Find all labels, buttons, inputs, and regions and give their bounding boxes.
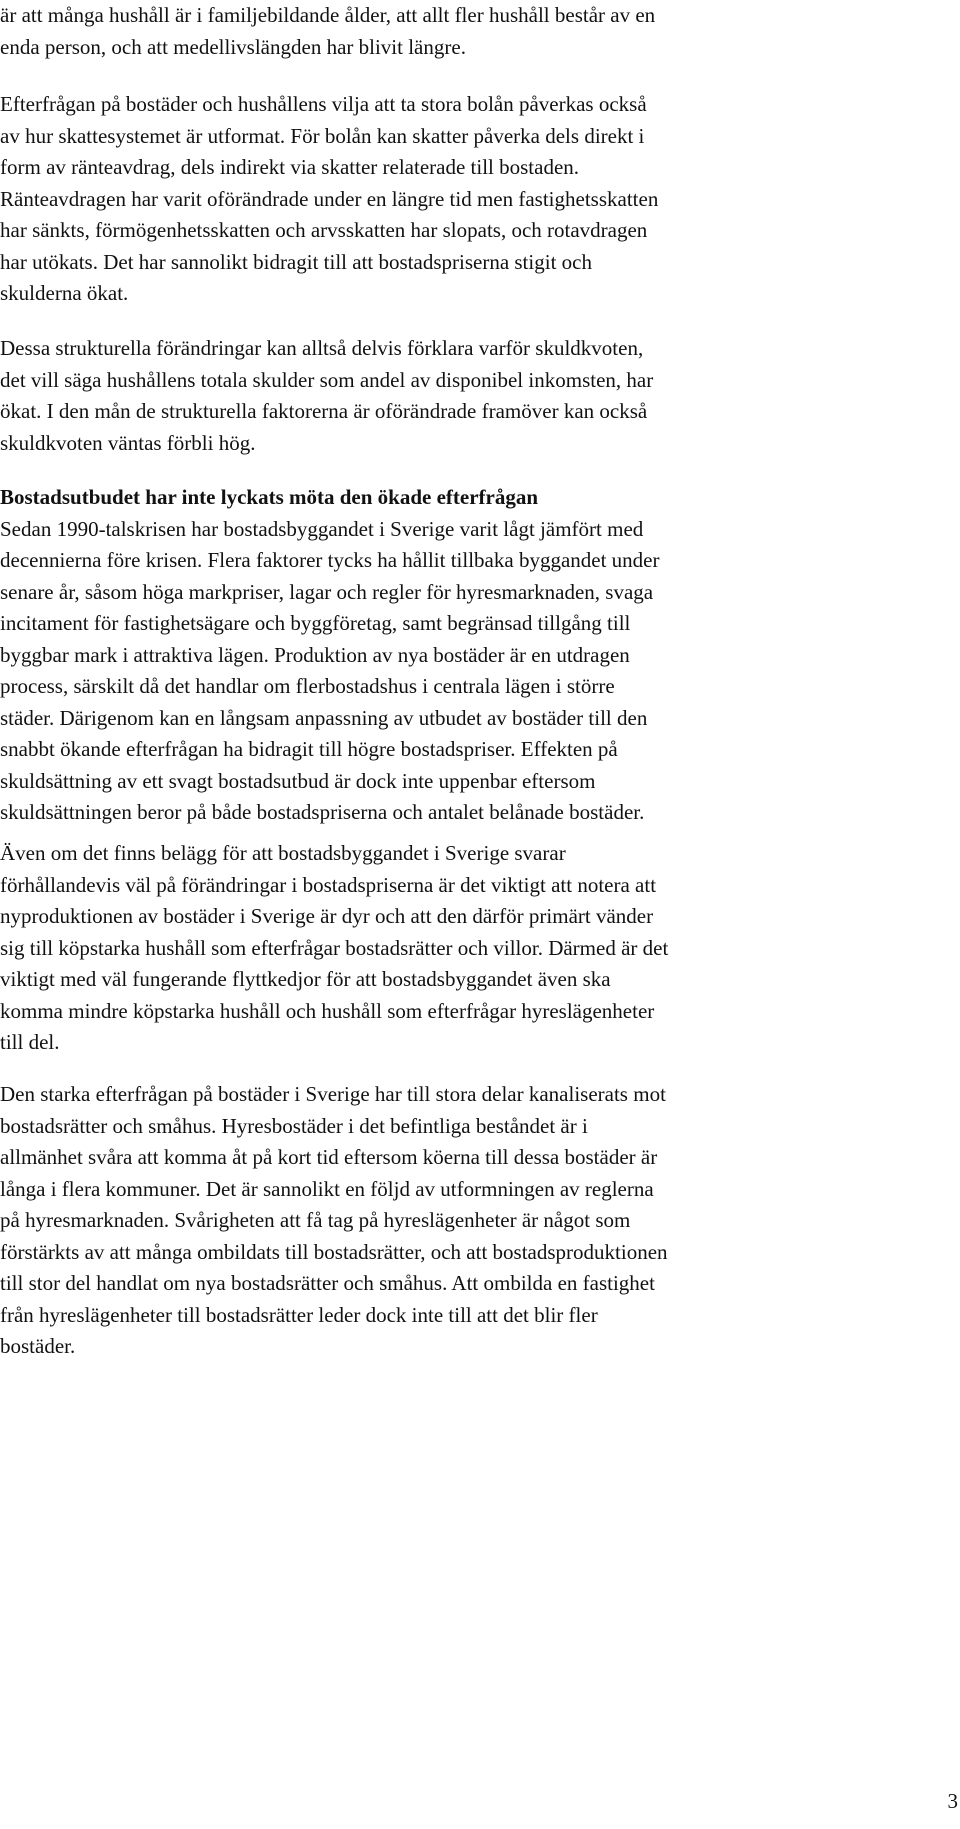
text-line: process, särskilt då det handlar om flerbostadshus i centrala lägen i större <box>0 674 615 698</box>
text-line: har sänkts, förmögenhetsskatten och arvsskatten har slopats, och rotavdragen <box>0 218 648 242</box>
text-line: städer. Därigenom kan en långsam anpassning av utbudet av bostäder till den <box>0 705 648 730</box>
text-line: ökat. I den mån de strukturella faktorerna är oförändrade framöver kan också <box>0 399 648 423</box>
paragraph-tax-system <box>0 89 960 310</box>
section-heading: Bostadsutbudet har inte lyckats möta den ökade efterfrågan <box>0 485 539 509</box>
text-line: från hyreslägenheter till bostadsrätter leder dock inte till att det blir fler <box>0 1302 598 1327</box>
text-line: Ränteavdragen har varit oförändrade under en längre tid men fastighetsskatten <box>0 186 659 211</box>
text-line: Även om det finns belägg för att bostadsbyggandet i Sverige svarar <box>0 841 566 865</box>
text-line: Sedan 1990-talskrisen har bostadsbyggandet i Sverige varit lågt jämfört med <box>0 516 644 541</box>
text-line: komma mindre köpstarka hushåll och hushåll som efterfrågar hyreslägenheter <box>0 998 655 1023</box>
text-line: av hur skattesystemet är utformat. För bolån kan skatter påverka dels direkt i <box>0 123 645 148</box>
text-line: decennierna före krisen. Flera faktorer tycks ha hållit tillbaka byggandet under <box>0 548 660 572</box>
text-line: viktigt med väl fungerande flyttkedjor för att bostadsbyggandet även ska <box>0 967 611 991</box>
text-line: Dessa strukturella förändringar kan alltså delvis förklara varför skuldkvoten, <box>0 336 644 360</box>
text-line: byggbar mark i attraktiva lägen. Produktion av nya bostäder är en utdragen <box>0 642 630 667</box>
text-line: skuldkvoten väntas förbli hög. <box>0 430 256 455</box>
text-line: sig till köpstarka hushåll som efterfrågar bostadsrätter och villor. Därmed är det <box>0 935 669 960</box>
text-line: har utökats. Det har sannolikt bidragit till att bostadspriserna stigit och <box>0 249 592 274</box>
text-line: är att många hushåll är i familjebildande ålder, att allt fler hushåll består av en <box>0 3 656 27</box>
paragraph-housing-supply <box>0 482 960 829</box>
text-line: förstärkts av att många ombildats till bostadsrätter, och att bostadsproduktionen <box>0 1239 668 1264</box>
text-line: senare år, såsom höga markpriser, lagar och regler för hyresmarknaden, svaga <box>0 579 654 604</box>
text-line: bostadsrätter och småhus. Hyresbostäder i det befintliga beståndet är i <box>0 1113 588 1138</box>
text-line: till stor del handlat om nya bostadsrätter och småhus. Att ombilda en fastighet <box>0 1271 655 1295</box>
text-line: förhållandevis väl på förändringar i bostadspriserna är det viktigt att notera att <box>0 872 657 897</box>
page-number: 3 <box>947 1789 958 1813</box>
text-line: nyproduktionen av bostäder i Sverige är dyr och att den därför primärt vänder <box>0 904 654 928</box>
text-line: Den starka efterfrågan på bostäder i Sverige har till stora delar kanaliserats mot <box>0 1082 666 1106</box>
paragraph-household-composition <box>0 0 960 63</box>
paragraph-rental-market <box>0 1079 960 1363</box>
text-line: på hyresmarknaden. Svårigheten att få tag på hyreslägenheter är något som <box>0 1208 631 1232</box>
paragraph-debt-ratio <box>0 333 960 459</box>
text-line: form av ränteavdrag, dels indirekt via skatter relaterade till bostaden. <box>0 155 580 179</box>
paragraph-new-production <box>0 838 960 1059</box>
text-line: långa i flera kommuner. Det är sannolikt en följd av utformningen av reglerna <box>0 1176 654 1201</box>
text-line: till del. <box>0 1030 60 1054</box>
text-line: snabbt ökande efterfrågan ha bidragit till högre bostadspriser. Effekten på <box>0 737 618 761</box>
text-line: skuldsättningen beror på både bostadspriserna och antalet belånade bostäder. <box>0 800 645 824</box>
text-line: Efterfrågan på bostäder och hushållens vilja att ta stora bolån påverkas också <box>0 92 647 116</box>
text-line: bostäder. <box>0 1334 76 1358</box>
text-line: skulderna ökat. <box>0 281 129 305</box>
text-line: det vill säga hushållens totala skulder som andel av disponibel inkomsten, har <box>0 367 654 392</box>
text-line: allmänhet svåra att komma åt på kort tid eftersom köerna till dessa bostäder är <box>0 1145 658 1169</box>
text-line: incitament för fastighetsägare och byggföretag, samt begränsad tillgång till <box>0 611 631 635</box>
text-line: skuldsättning av ett svagt bostadsutbud är dock inte uppenbar eftersom <box>0 768 596 793</box>
text-line: enda person, och att medellivslängden har blivit längre. <box>0 34 466 59</box>
